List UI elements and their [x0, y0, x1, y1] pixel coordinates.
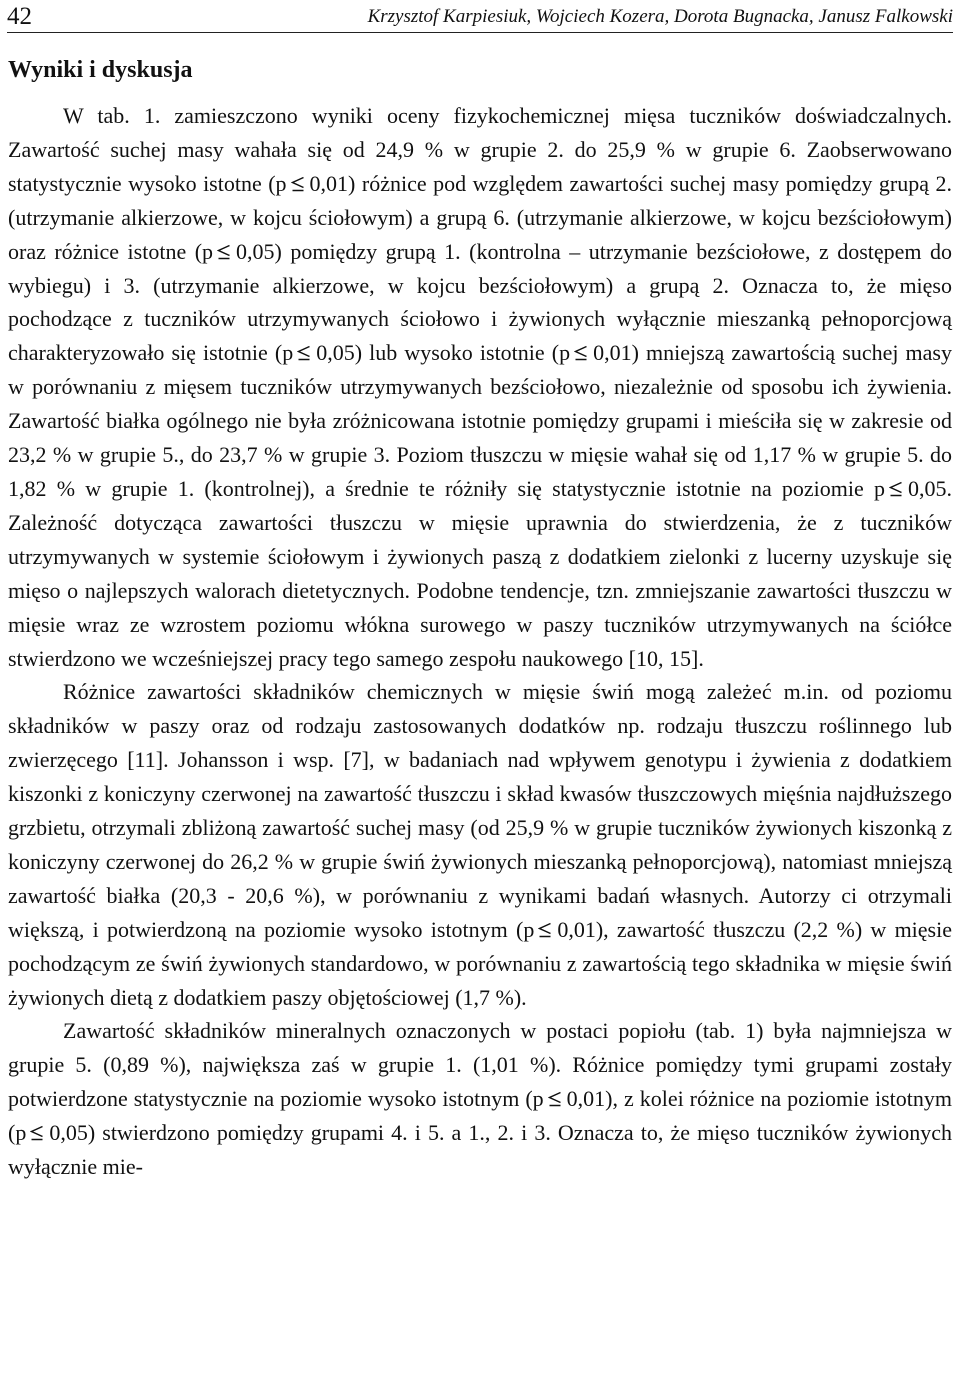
body-text	[8, 99, 952, 1184]
text-segment: 0,05. Zależność dotycząca zawartości tłuszczu w mięsie uprawnia do stwierdzenia, że z tuczników utrzymywanych w systemie ściołowym i żywionych paszą z dodatkiem zielonki z lucerny uzyskuje się mięso o najlepszych walorach dietetycznych. Podobne tendencje, tzn. zmniejszanie zawartości tłuszczu w mięsie wraz ze wzrostem poziomu włókna surowego w paszy tuczników utrzymywanych na ściółce stwierdzono we wcześniejszej pracy tego samego zespołu naukowego [10, 15].	[8, 475, 952, 671]
paragraph-2	[8, 675, 952, 1014]
less-or-equal-symbol	[538, 922, 552, 938]
less-or-equal-symbol	[217, 244, 231, 260]
text-segment: 0,05) lub wysoko istotnie (p	[316, 340, 571, 366]
page-number: 42	[7, 3, 32, 30]
less-or-equal-symbol	[548, 1091, 562, 1107]
text-segment: 0,01) mniejszą zawartością suchej masy w porównaniu z mięsem tuczników utrzymywanych bezściołowo, niezależnie od sposobu ich żywienia. Zawartość białka ogólnego nie była zróżnicowana istotnie pomiędzy grupami i mieściła się w zakresie od 23,2 % w grupie 5., do 23,7 % w grupie 3. Poziom tłuszczu w mięsie wahał się od 1,17 % w grupie 5. do 1,82 % w grupie 1. (kontrolnej), a średnie te różniły się statystycznie istotnie na poziomie p	[8, 340, 952, 501]
text-segment: 0,01) różnice pod względem zawartości suchej masy pomiędzy grupą 2. (utrzymanie alkierzowe, w kojcu ściołowym) a grupą 6. (utrzymanie alkierzowe, w kojcu bezściołowym) oraz różnice istotne (p	[8, 170, 952, 264]
text-segment: 0,01), z kolei różnice na poziomie istotnym (p	[8, 1086, 952, 1146]
less-or-equal-symbol	[297, 345, 311, 361]
page-header	[7, 2, 953, 33]
less-or-equal-symbol	[291, 176, 305, 192]
less-or-equal-symbol	[30, 1125, 44, 1141]
text-segment: Zawartość składników mineralnych oznaczonych w postaci popiołu (tab. 1) była najmniejsza w grupie 5. (0,89 %), największa zaś w grupie 1. (1,01 %). Różnice pomiędzy tymi grupami zostały potwierdzone statystycznie na poziomie wysoko istotnym (p	[8, 1018, 952, 1112]
text-segment: 0,05) pomiędzy grupą 1. (kontrolna – utrzymanie bezściołowe, z dostępem do wybiegu) i 3. (utrzymanie alkierzowe, w kojcu bezściołowym) a grupą 2. Oznacza to, że mięso pochodzące z tuczników utrzymywanych ściołowo i żywionych wyłącznie mieszanką pełnoporcjową charakteryzowało się istotnie (p	[8, 238, 952, 366]
text-segment: Różnice zawartości składników chemicznych w mięsie świń mogą zależeć m.in. od poziomu składników w paszy oraz od rodzaju zastosowanych dodatków np. rodzaju tłuszczu roślinnego lub zwierzęcego [11]. Johansson i wsp. [7], w badaniach nad wpływem genotypu i żywienia z dodatkiem kiszonki z koniczyny czerwonej na zawartość tłuszczu i skład kwasów tłuszczowych mięśnia najdłuższego grzbietu, otrzymali zbliżoną zawartość suchej masy (od 25,9 % w grupie tuczników żywionych kiszonką z koniczyny czerwonej do 26,2 % w grupie świń żywionych mieszanką pełnoporcjową), natomiast mniejszą zawartość białka (20,3 - 20,6 %), w porównaniu z wynikami badań własnych. Autorzy ci otrzymali większą, i potwierdzoną na poziomie wysoko istotnym (p	[8, 679, 952, 942]
text-segment: 0,05) stwierdzono pomiędzy grupami 4. i 5. a 1., 2. i 3. Oznacza to, że mięso tuczników żywionych wyłącznie mie-	[8, 1120, 952, 1180]
paragraph-1	[8, 99, 952, 675]
less-or-equal-symbol	[889, 481, 903, 497]
paragraph-3	[8, 1014, 952, 1184]
less-or-equal-symbol	[574, 345, 588, 361]
text-segment: 0,01), zawartość tłuszczu (2,2 %) w mięsie pochodzącym ze świń żywionych standardowo, w porównaniu z zawartością tego składnika w mięsie świń żywionych dietą z dodatkiem paszy objętościowej (1,7 %).	[8, 916, 952, 1010]
section-heading: Wyniki i dyskusja	[8, 57, 193, 83]
text-segment: W tab. 1. zamieszczono wyniki oceny fizykochemicznej mięsa tuczników doświadczalnych. Zawartość suchej masy wahała się od 24,9 % w grupie 2. do 25,9 % w grupie 6. Zaobserwowano statystycznie wysoko istotne (p	[8, 103, 952, 196]
running-head: Krzysztof Karpiesiuk, Wojciech Kozera, Dorota Bugnacka, Janusz Falkowski	[367, 6, 953, 27]
